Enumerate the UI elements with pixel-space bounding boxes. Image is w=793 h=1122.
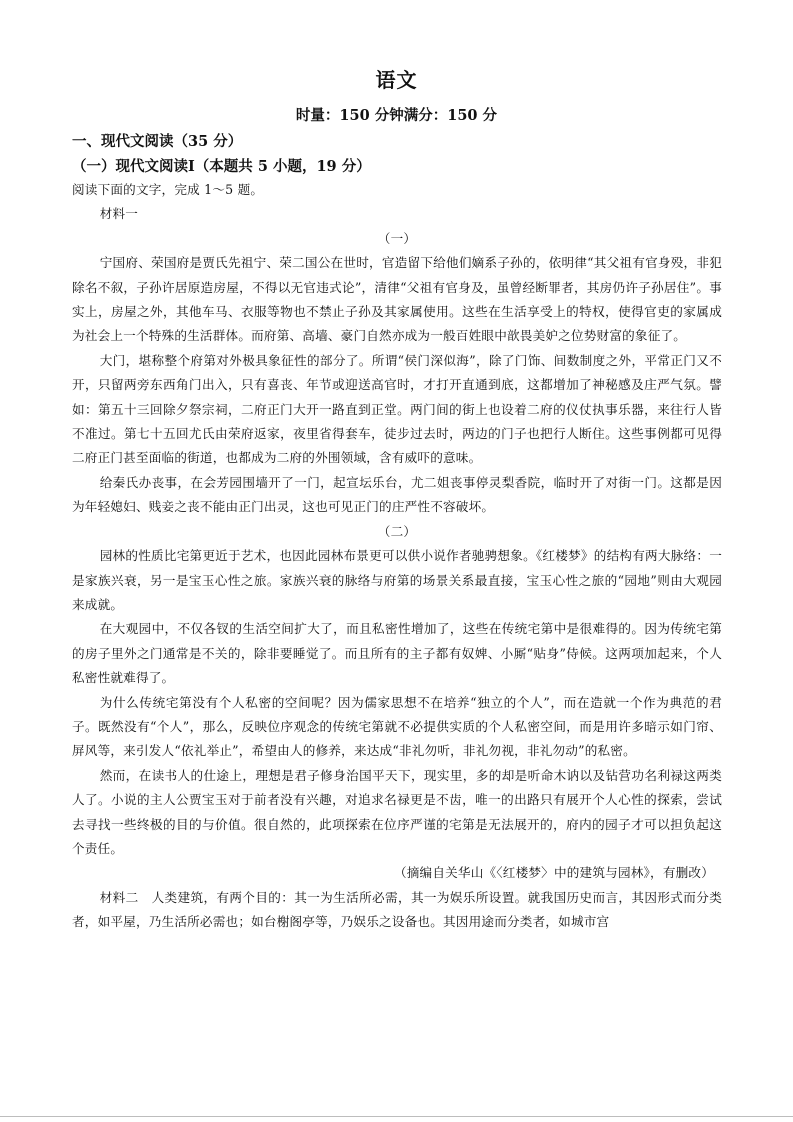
source-citation: （摘编自关华山《〈红楼梦〉中的建筑与园林》，有删改） xyxy=(393,865,714,881)
paragraph: 大门，堪称整个府第对外极具象征性的部分了。所谓“侯门深似海”，除了门饰、间数制度之外，平常正门又不开，只留两旁东西角门出入，只有喜丧、年节或迎送高官时，才打开直通到底，这都增加了神秘感及庄严气氛。譬如：第五十三回除夕祭宗祠，二府正门大开一路直到正堂。两门间的街上也设着二府的仪仗执事乐器，来往行人皆不准过。第七十五回尤氏由荣府返家，夜里省得套车，徒步过去时，两边的门子也把行人断住。这些事例都可见得二府正门甚至面临的街道，也都成为二府的外围领域，含有威吓的意味。 xyxy=(72,352,722,466)
section-heading: 一、现代文阅读（35 分） xyxy=(72,133,243,150)
material-label: 材料一 xyxy=(99,206,139,222)
paragraph: 园林的性质比宅第更近于艺术，也因此园林布景更可以供小说作者驰骋想象。《红楼梦》的结构有两大脉络：一是家族兴衰，另一是宝玉心性之旅。家族兴衰的脉络与府第的场景关系最直接，宝玉心性之旅的“园地”则由大观园来成就。 xyxy=(72,548,722,612)
paragraph: 宁国府、荣国府是贾氏先祖宁、荣二国公在世时，官造留下给他们嫡系子孙的，依明律“其父祖有官身殁，非犯除名不叙，子孙许居原造房屋，不得以无官违式论”，清律“父祖有官身及，虽曾经断罪者，其房仍许子孙居住”。事实上，房屋之外，其他车马、衣服等物也不禁止子孙及其家属使用。这些在生活享受上的特权，使得官吏的家属成为社会上一个特殊的生活群体。而府第、高墙、豪门自然亦成为一般百姓眼中歆畏美妒之位势财富的象征了。 xyxy=(72,255,722,344)
part-label: （二） xyxy=(377,523,417,539)
page-divider xyxy=(0,1116,793,1117)
part-label: （一） xyxy=(377,230,417,246)
document-body xyxy=(72,178,722,935)
paragraph: 在大观园中，不仅各钗的生活空间扩大了，而且私密性增加了，这些在传统宅第中是很难得的。因为传统宅第的房子里外之门通常是不关的，除非要睡觉了。而且所有的主子都有奴婢、小厮“贴身”侍候。这两项加起来，个人私密性就难得了。 xyxy=(72,621,722,686)
subsection-heading: （一）现代文阅读Ⅰ（本题共 5 小题，19 分） xyxy=(72,158,371,175)
paragraph: 材料二 人类建筑，有两个目的：其一为生活所必需，其一为娱乐所设置。就我国历史而言，其因形式而分类者，如平屋，乃生活所必需也；如台榭阁亭等，乃娱乐之设备也。其因用途而分类者，如城市宫 xyxy=(72,889,722,930)
paragraph: 然而，在读书人的仕途上，理想是君子修身治国平天下，现实里，多的却是听命木讷以及钻营功名利禄这两类人了。小说的主人公贾宝玉对于前者没有兴趣，对追求名禄更是不齿，唯一的出路只有展开个人心性的探索，尝试去寻找一些终极的目的与价值。很自然的，此项探索在位序严谨的宅第是无法展开的，府内的园子才可以担负起这个责任。 xyxy=(72,767,722,856)
paragraph: 为什么传统宅第没有个人私密的空间呢？因为儒家思想不在培养“独立的个人”，而在造就一个作为典范的君子。既然没有“个人”，那么，反映位序观念的传统宅第就不必提供实质的个人私密空间，而是用许多暗示如门帘、屏风等，来引发人“依礼举止”，希望由人的修养，来达成“非礼勿听，非礼勿视，非礼勿动”的私密。 xyxy=(72,694,722,759)
instruction: 阅读下面的文字，完成 1～5 题。 xyxy=(72,182,264,197)
paragraph: 给秦氏办丧事，在会芳园围墙开了一门，起宣坛乐台，尤二姐丧事停灵梨香院，临时开了对街一门。这都是因为年轻媳妇、贱妾之丧不能由正门出灵，这也可见正门的庄严性不容破坏。 xyxy=(72,474,722,515)
exam-time-score: 时量：150 分钟满分：150 分 xyxy=(295,107,498,124)
page-title: 语文 xyxy=(375,68,418,92)
